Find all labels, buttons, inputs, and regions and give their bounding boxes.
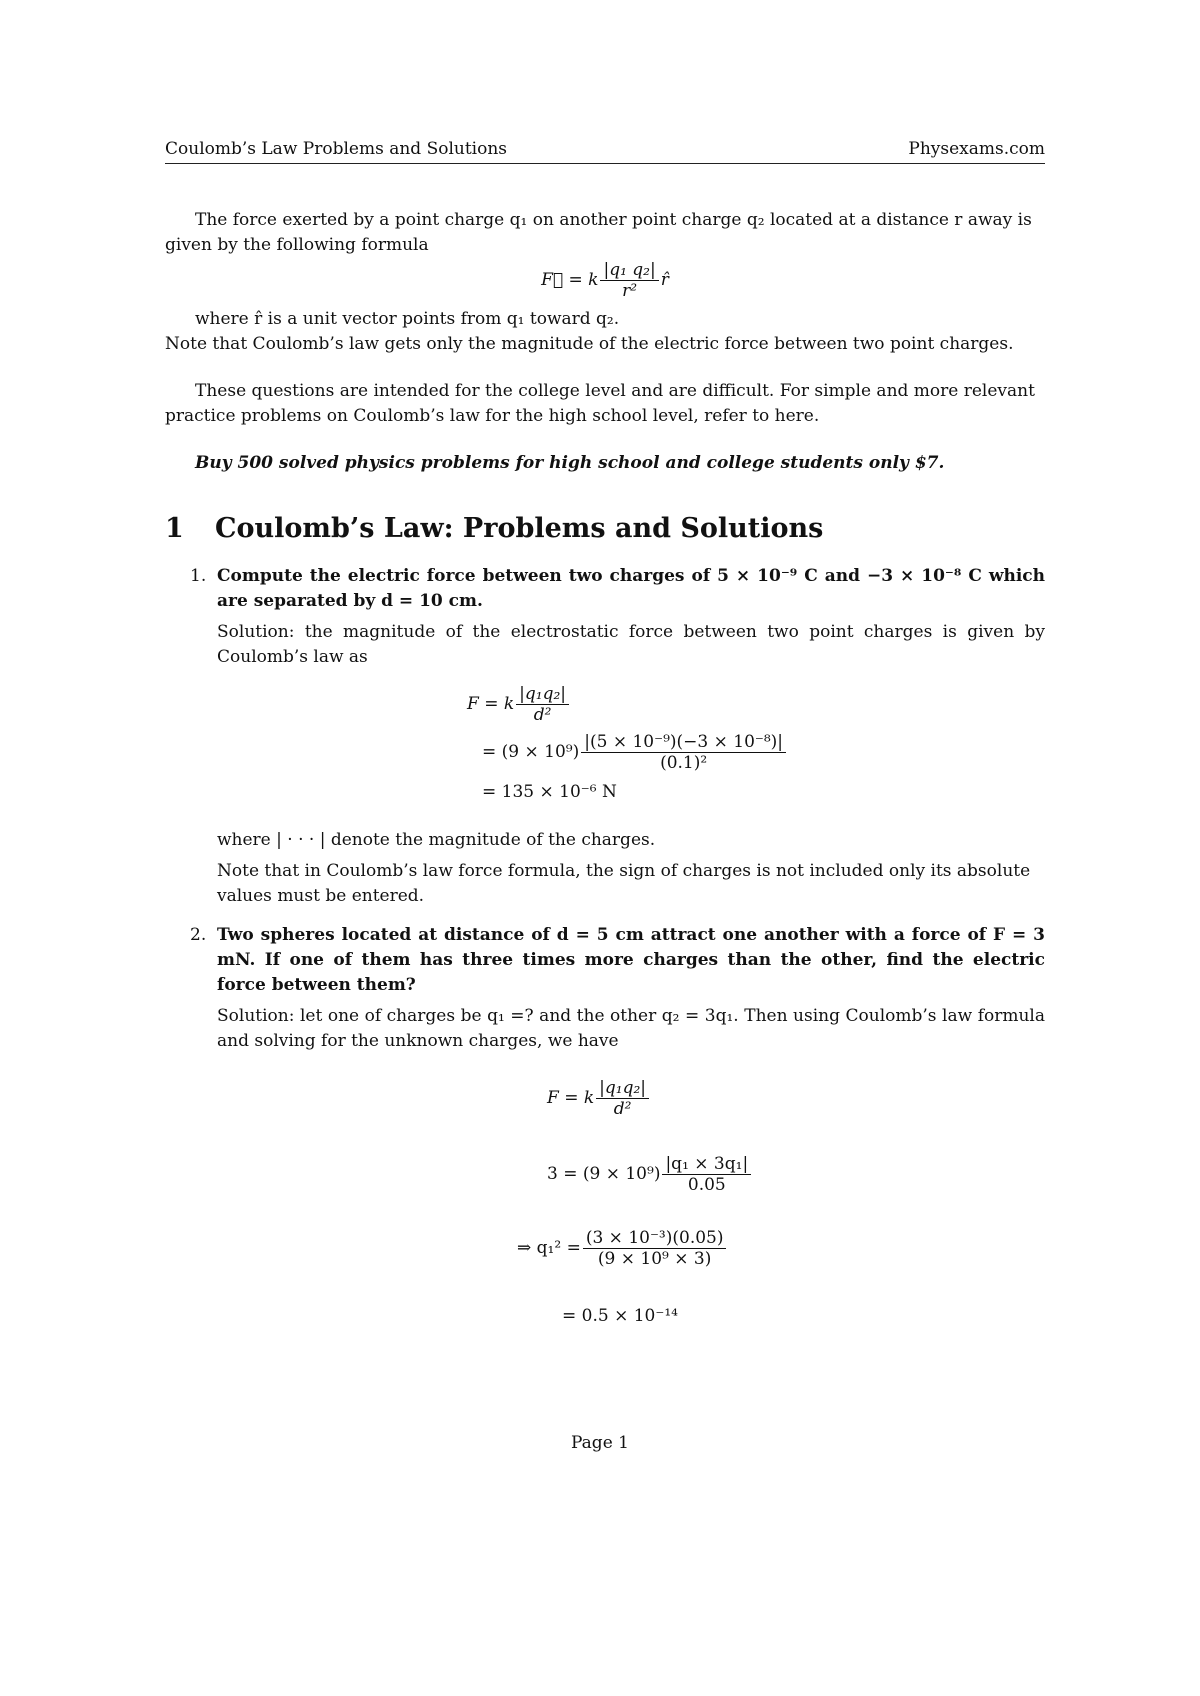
running-header [165,138,1045,164]
document-page [165,138,1045,1357]
header-site: Physexams.com [908,139,1045,159]
page-number: Page 1 [571,1433,629,1453]
equation-line: 3 = (9 × 10⁹) $\frac{\text{|q₁ × 3q₁|}}{0.05}$ [547,1154,753,1195]
problem-solution: Solution: let one of charges be q₁ =? and the other q₂ = 3q₁. Then using Coulomb’s law formula and solving for the unknown charges, we have [217,1006,1045,1051]
formula-numerator: |q₁ q₂| [600,260,658,281]
equation-line: = 135 × 10⁻⁶ N [482,782,617,802]
charges-magnitude-note: where | · · · | denote the magnitude of the charges. [217,830,656,850]
problem-1 [165,564,1045,909]
magnitude-note: Note that Coulomb’s law gets only the magnitude of the electric force between two point charges. [165,334,1014,354]
problem-solution: Solution: the magnitude of the electrostatic force between two point charges is given by Coulomb’s law as [217,622,1045,667]
equation-line: = (9 × 10⁹) $\frac{\text{|(5 × 10⁻⁹)(−3 × 10⁻⁸)|}}{\text{(0.1)²}}$ [482,732,788,773]
equation-line: = 0.5 × 10⁻¹⁴ [562,1306,678,1326]
equation-line: ⇒ q₁² = $\frac{\text{(3 × 10⁻³)(0.05)}}{\text{(9 × 10⁹ × 3)}}$ [517,1228,728,1269]
formula-lhs: F⃗ = k [541,270,599,290]
promo-text: Buy 500 solved physics problems for high school and college students only $7. [195,453,945,473]
problem-question: Compute the electric force between two charges of 5 × 10⁻⁹ C and −3 × 10⁻⁸ C which are separated by d = 10 cm. [217,566,1045,611]
unit-vector-note: where r̂ is a unit vector points from q₁ toward q₂. [195,309,620,329]
intro-block [165,208,1045,476]
intro-paragraph: The force exerted by a point charge q₁ on another point charge q₂ located at a distance r away is given by the following formula [165,210,1032,255]
sign-note: Note that in Coulomb’s law force formula, the sign of charges is not included only its absolute values must be entered. [217,861,1031,906]
formula-fraction [600,260,658,301]
section-number: 1 [165,513,184,544]
solution-equations [217,684,1045,814]
solution-equations [217,1068,1045,1343]
equation-line: F = k $\frac{\text{|q₁q₂|}}{\text{d²}}$ [547,1078,651,1119]
problem-number: 1. [190,566,207,586]
level-note: These questions are intended for the college level and are difficult. For simple and more relevant practice problems on Coulomb’s law for the high school level, refer to here. [165,381,1035,426]
problem-question: Two spheres located at distance of d = 5 cm attract one another with a force of F = 3 mN. If one of them has three times more charges than the other, find the electric force between them? [217,925,1045,995]
equation-line: F = k $\frac{\text{|q₁q₂|}}{\text{d²}}$ [467,684,571,725]
coulomb-formula [165,260,1045,301]
section-title: Coulomb’s Law: Problems and Solutions [215,513,824,544]
formula-denominator: r² [622,281,638,301]
problem-number: 2. [190,925,207,945]
formula-unit-vector: r̂ [660,270,669,290]
section-heading [165,512,1045,546]
header-title: Coulomb’s Law Problems and Solutions [165,139,508,159]
problem-2 [165,923,1045,1343]
